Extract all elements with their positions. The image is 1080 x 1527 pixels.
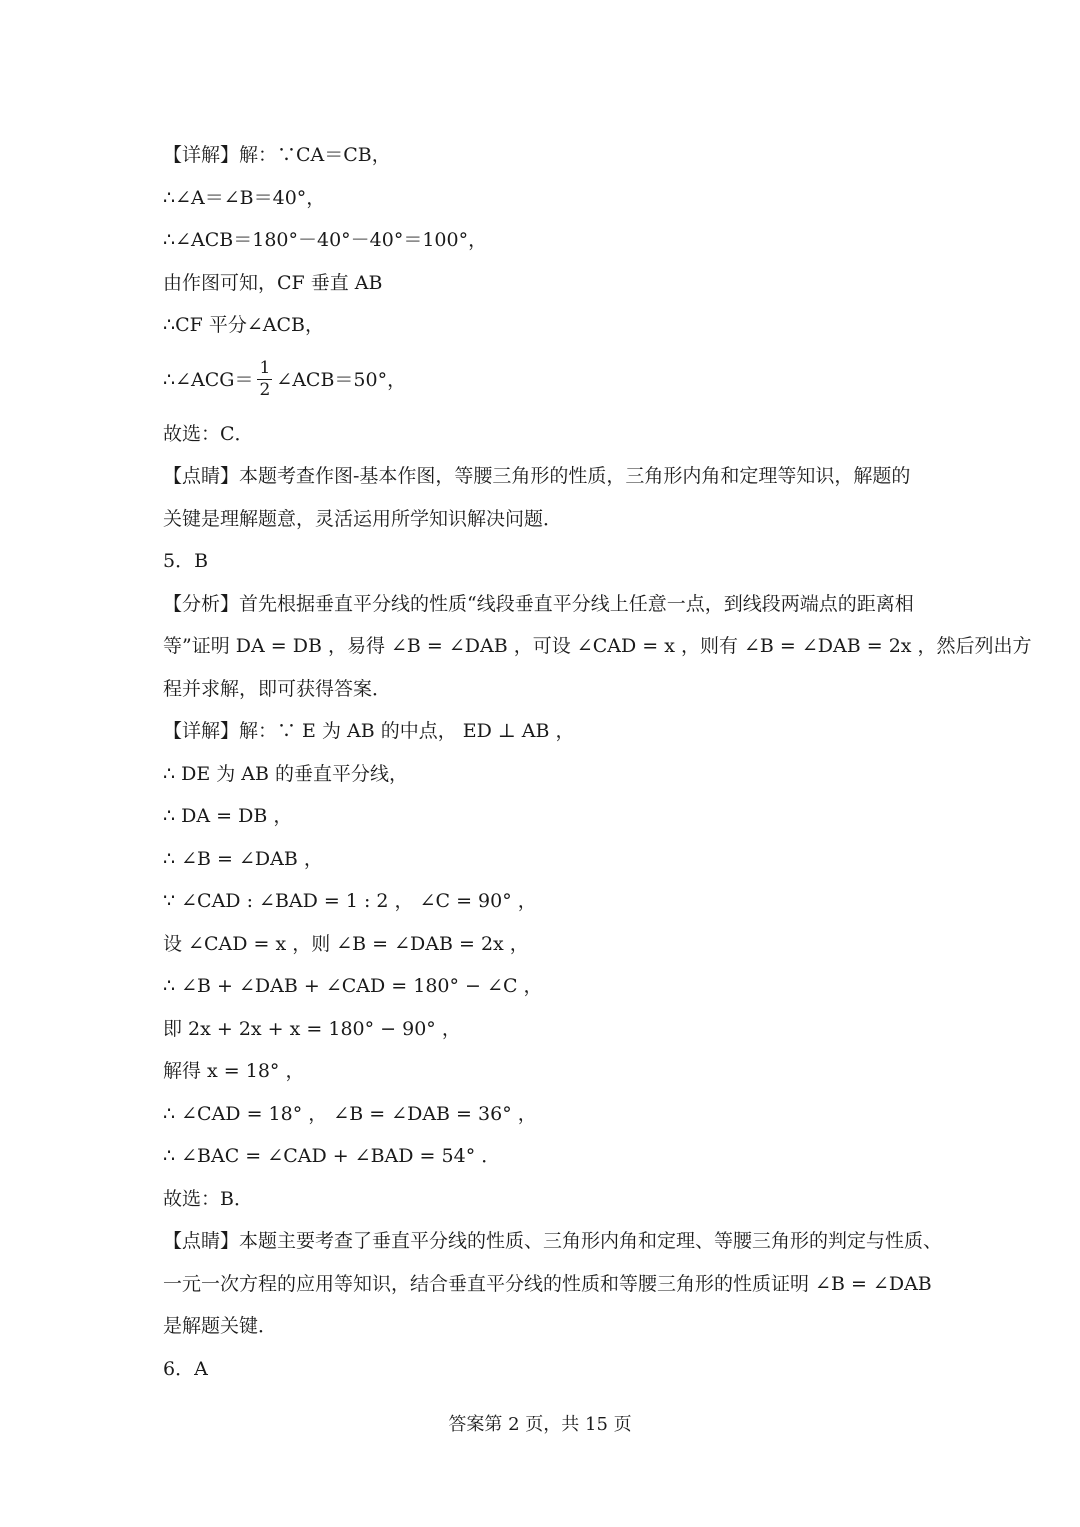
text-line: 【分析】首先根据垂直平分线的性质“线段垂直平分线上任意一点，到线段两端点的距离相 (163, 592, 914, 615)
text-line: ∵ ∠CAD : ∠BAD = 1 : 2 ， ∠C = 90° ， (163, 890, 537, 912)
text-line: 是解题关键． (163, 1315, 278, 1337)
text-line: ∴∠ACB＝180°－40°－40°＝100°， (163, 229, 488, 251)
text-line: 故选：B． (163, 1187, 253, 1210)
text-line: 即 2x + 2x + x = 180° − 90° ， (163, 1017, 461, 1040)
text-line: ∴CF 平分∠ACB， (163, 314, 324, 336)
text-line: 等”证明 DA = DB ，易得 ∠B = ∠DAB ，可设 ∠CAD = x ，则有 ∠B = ∠DAB = 2x ，然后列出方 (163, 635, 1032, 657)
text-line: ∴ ∠BAC = ∠CAD + ∠BAD = 54° ． (163, 1145, 501, 1167)
text-line: 【详解】解：∵ E 为 AB 的中点， ED ⊥ AB ， (163, 720, 575, 742)
answer-content (163, 134, 1032, 1390)
text-line: ∴ DE 为 AB 的垂直平分线， (163, 762, 409, 785)
text-line: 关键是理解题意，灵活运用所学知识解决问题． (163, 507, 563, 530)
equation-suffix: ∠ACB＝50°， (276, 368, 407, 391)
fraction-equation-line (163, 347, 923, 413)
text-line: 一元一次方程的应用等知识，结合垂直平分线的性质和等腰三角形的性质证明 ∠B = ∠DAB (163, 1272, 932, 1295)
text-line: ∴ ∠CAD = 18° ， ∠B = ∠DAB = 36° ， (163, 1102, 537, 1125)
question-number: 5．B (163, 550, 209, 572)
text-line: 由作图可知，CF 垂直 AB (163, 271, 383, 294)
fraction-numerator: 1 (259, 358, 271, 378)
text-line: 【点睛】本题主要考查了垂直平分线的性质、三角形内角和定理、等腰三角形的判定与性质、 (163, 1230, 943, 1252)
equation-prefix: ∴∠ACG＝ (163, 368, 254, 391)
text-line: ∴ ∠B + ∠DAB + ∠CAD = 180° − ∠C ， (163, 975, 543, 997)
page-footer: 答案第 2 页，共 15 页 (448, 1414, 632, 1435)
fraction-one-half (257, 360, 272, 399)
fraction-denominator: 2 (259, 380, 271, 400)
text-line: 故选：C． (163, 422, 254, 445)
text-line: ∴ ∠B = ∠DAB ， (163, 847, 323, 870)
text-line: ∴∠A＝∠B＝40°， (163, 186, 326, 209)
text-line: 设 ∠CAD = x ，则 ∠B = ∠DAB = 2x ， (163, 932, 529, 955)
text-line: 【详解】解：∵CA＝CB， (163, 144, 391, 166)
text-line: 【点睛】本题考查作图-基本作图，等腰三角形的性质，三角形内角和定理等知识，解题的 (163, 465, 911, 487)
text-line: 解得 x = 18° ， (163, 1060, 305, 1082)
text-line: 程并求解，即可获得答案． (163, 677, 392, 700)
question-number: 6．A (163, 1357, 208, 1380)
text-line: ∴ DA = DB ， (163, 805, 293, 827)
